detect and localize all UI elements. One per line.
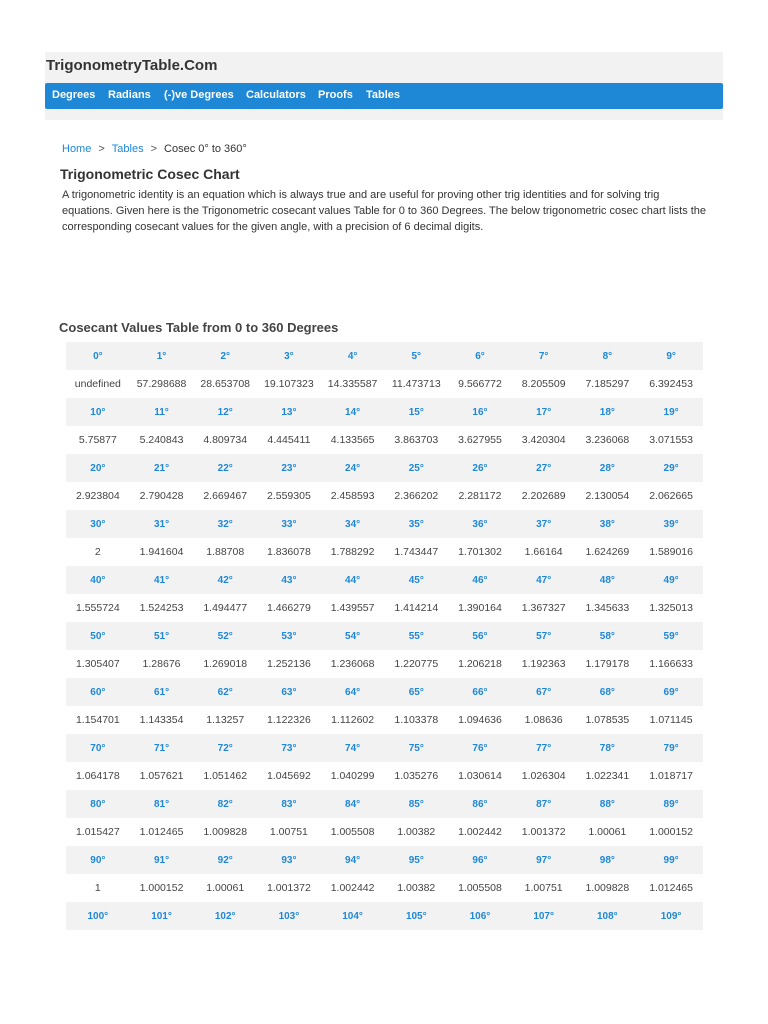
degree-cell: 47° xyxy=(512,566,576,594)
cosec-value-cell: 1.015427 xyxy=(66,818,130,846)
cosec-value-cell: 1.000152 xyxy=(639,818,703,846)
cosec-value-row xyxy=(66,874,703,902)
cosec-value-cell: 7.185297 xyxy=(576,370,640,398)
cosec-value-cell: 57.298688 xyxy=(130,370,194,398)
cosec-value-cell: 1.122326 xyxy=(257,706,321,734)
degree-cell: 31° xyxy=(130,510,194,538)
cosec-value-cell: 1.001372 xyxy=(257,874,321,902)
degree-cell: 5° xyxy=(384,342,448,370)
degree-cell: 89° xyxy=(639,790,703,818)
degree-cell: 90° xyxy=(66,846,130,874)
cosec-value-cell: 1.788292 xyxy=(321,538,385,566)
site-title[interactable]: TrigonometryTable.Com xyxy=(46,57,218,74)
degree-cell: 103° xyxy=(257,902,321,930)
cosec-value-cell: 1.094636 xyxy=(448,706,512,734)
cosec-value-cell: 1.28676 xyxy=(130,650,194,678)
cosec-value-cell: 1.012465 xyxy=(639,874,703,902)
cosec-value-cell: 1.00382 xyxy=(384,818,448,846)
cosec-value-cell: 1.057621 xyxy=(130,762,194,790)
breadcrumb-tables-link[interactable]: Tables xyxy=(111,143,144,155)
cosec-value-cell: 1.524253 xyxy=(130,594,194,622)
degree-cell: 11° xyxy=(130,398,194,426)
cosec-value-cell: 1.941604 xyxy=(130,538,194,566)
degree-cell: 51° xyxy=(130,622,194,650)
cosec-value-cell: 1.00751 xyxy=(512,874,576,902)
cosec-value-cell: 1.494477 xyxy=(193,594,257,622)
degree-cell: 91° xyxy=(130,846,194,874)
degree-cell: 4° xyxy=(321,342,385,370)
degree-cell: 45° xyxy=(384,566,448,594)
degree-cell: 52° xyxy=(193,622,257,650)
nav-item-tables[interactable]: Tables xyxy=(366,89,401,101)
degree-cell: 58° xyxy=(576,622,640,650)
cosec-value-cell: 1.045692 xyxy=(257,762,321,790)
cosec-value-cell: 3.420304 xyxy=(512,426,576,454)
degree-cell: 86° xyxy=(448,790,512,818)
degree-header-row xyxy=(66,342,703,370)
cosec-value-cell: 1.252136 xyxy=(257,650,321,678)
degree-cell: 9° xyxy=(639,342,703,370)
degree-header-row xyxy=(66,622,703,650)
cosec-value-cell: 9.566772 xyxy=(448,370,512,398)
degree-cell: 78° xyxy=(576,734,640,762)
degree-cell: 67° xyxy=(512,678,576,706)
cosec-value-cell: 1.325013 xyxy=(639,594,703,622)
nav-item-radians[interactable]: Radians xyxy=(108,89,151,101)
cosec-value-cell: 1.005508 xyxy=(448,874,512,902)
degree-header-row xyxy=(66,454,703,482)
cosec-value-cell: 1.88708 xyxy=(193,538,257,566)
cosec-value-cell: 1.030614 xyxy=(448,762,512,790)
degree-cell: 106° xyxy=(448,902,512,930)
cosec-value-cell: 1.166633 xyxy=(639,650,703,678)
degree-cell: 70° xyxy=(66,734,130,762)
cosec-value-cell: 2.790428 xyxy=(130,482,194,510)
degree-cell: 0° xyxy=(66,342,130,370)
degree-cell: 37° xyxy=(512,510,576,538)
cosec-value-cell: 3.627955 xyxy=(448,426,512,454)
degree-cell: 83° xyxy=(257,790,321,818)
degree-cell: 92° xyxy=(193,846,257,874)
degree-cell: 40° xyxy=(66,566,130,594)
degree-cell: 26° xyxy=(448,454,512,482)
intro-paragraph: A trigonometric identity is an equation which is always true and are useful for proving other trig identities and for solving trig equations. Given here is the Trigonometric cosecant values Table for 0 to 360 Degrees. The below trigonometric cosec chart lists the corresponding cosecant values for the given angle, with a precision of 6 decimal digits. xyxy=(62,189,707,233)
degree-cell: 17° xyxy=(512,398,576,426)
degree-cell: 25° xyxy=(384,454,448,482)
cosec-value-cell: 4.445411 xyxy=(257,426,321,454)
degree-cell: 105° xyxy=(384,902,448,930)
cosec-value-cell: 1.071145 xyxy=(639,706,703,734)
degree-cell: 32° xyxy=(193,510,257,538)
breadcrumb-home-link[interactable]: Home xyxy=(62,143,92,155)
degree-header-row xyxy=(66,566,703,594)
cosec-value-cell: 2.923804 xyxy=(66,482,130,510)
degree-header-row xyxy=(66,398,703,426)
cosec-value-cell: 2.559305 xyxy=(257,482,321,510)
cosec-value-cell: 1.236068 xyxy=(321,650,385,678)
degree-cell: 18° xyxy=(576,398,640,426)
nav-item-proofs[interactable]: Proofs xyxy=(318,89,353,101)
degree-cell: 108° xyxy=(576,902,640,930)
cosec-value-row xyxy=(66,482,703,510)
cosec-value-cell: 1.08636 xyxy=(512,706,576,734)
degree-cell: 12° xyxy=(193,398,257,426)
degree-cell: 99° xyxy=(639,846,703,874)
main-navbar xyxy=(45,83,723,109)
cosec-value-cell: 6.392453 xyxy=(639,370,703,398)
degree-cell: 84° xyxy=(321,790,385,818)
nav-item-degrees[interactable]: Degrees xyxy=(52,89,96,101)
cosec-value-cell: 1.466279 xyxy=(257,594,321,622)
degree-cell: 81° xyxy=(130,790,194,818)
site-header xyxy=(45,52,723,120)
cosec-value-cell: 2.458593 xyxy=(321,482,385,510)
cosec-value-cell: 1.018717 xyxy=(639,762,703,790)
cosec-value-cell: 1.624269 xyxy=(576,538,640,566)
cosec-value-cell: 1.345633 xyxy=(576,594,640,622)
degree-cell: 7° xyxy=(512,342,576,370)
degree-cell: 29° xyxy=(639,454,703,482)
cosecant-values-table xyxy=(66,342,703,930)
cosec-value-cell: 3.071553 xyxy=(639,426,703,454)
cosec-value-cell: 1.743447 xyxy=(384,538,448,566)
cosec-value-row xyxy=(66,762,703,790)
degree-cell: 14° xyxy=(321,398,385,426)
cosec-value-cell: 1.701302 xyxy=(448,538,512,566)
cosec-value-cell: 19.107323 xyxy=(257,370,321,398)
cosec-value-row xyxy=(66,370,703,398)
nav-item-negative-degrees[interactable]: (-)ve Degrees xyxy=(164,89,234,101)
degree-cell: 62° xyxy=(193,678,257,706)
degree-cell: 109° xyxy=(639,902,703,930)
cosec-value-cell: 1.305407 xyxy=(66,650,130,678)
degree-cell: 55° xyxy=(384,622,448,650)
degree-cell: 63° xyxy=(257,678,321,706)
cosec-value-cell: 1.192363 xyxy=(512,650,576,678)
degree-header-row xyxy=(66,846,703,874)
cosec-value-cell: 1.206218 xyxy=(448,650,512,678)
degree-cell: 39° xyxy=(639,510,703,538)
degree-cell: 80° xyxy=(66,790,130,818)
degree-cell: 100° xyxy=(66,902,130,930)
degree-cell: 98° xyxy=(576,846,640,874)
degree-cell: 69° xyxy=(639,678,703,706)
degree-cell: 79° xyxy=(639,734,703,762)
degree-cell: 41° xyxy=(130,566,194,594)
degree-cell: 13° xyxy=(257,398,321,426)
degree-cell: 34° xyxy=(321,510,385,538)
degree-cell: 77° xyxy=(512,734,576,762)
page-title: Trigonometric Cosec Chart xyxy=(60,166,240,182)
degree-cell: 87° xyxy=(512,790,576,818)
cosec-value-cell: 2.062665 xyxy=(639,482,703,510)
degree-cell: 8° xyxy=(576,342,640,370)
degree-cell: 66° xyxy=(448,678,512,706)
cosec-value-cell: 1 xyxy=(66,874,130,902)
degree-cell: 53° xyxy=(257,622,321,650)
breadcrumb-current: Cosec 0° to 360° xyxy=(164,143,247,155)
degree-cell: 95° xyxy=(384,846,448,874)
cosec-value-cell: 1.012465 xyxy=(130,818,194,846)
degree-cell: 2° xyxy=(193,342,257,370)
degree-cell: 71° xyxy=(130,734,194,762)
cosec-value-cell: 8.205509 xyxy=(512,370,576,398)
degree-cell: 23° xyxy=(257,454,321,482)
cosec-value-cell: 1.367327 xyxy=(512,594,576,622)
table-title: Cosecant Values Table from 0 to 360 Degrees xyxy=(59,320,339,335)
cosec-value-cell: 1.103378 xyxy=(384,706,448,734)
cosec-value-row xyxy=(66,426,703,454)
cosec-value-cell: 1.00382 xyxy=(384,874,448,902)
cosec-value-cell: 1.390164 xyxy=(448,594,512,622)
cosec-value-cell: 1.154701 xyxy=(66,706,130,734)
degree-cell: 102° xyxy=(193,902,257,930)
degree-cell: 57° xyxy=(512,622,576,650)
cosec-value-cell: 5.75877 xyxy=(66,426,130,454)
degree-cell: 60° xyxy=(66,678,130,706)
degree-cell: 48° xyxy=(576,566,640,594)
degree-cell: 6° xyxy=(448,342,512,370)
cosec-value-cell: 1.000152 xyxy=(130,874,194,902)
degree-cell: 88° xyxy=(576,790,640,818)
cosec-value-row xyxy=(66,650,703,678)
nav-item-calculators[interactable]: Calculators xyxy=(246,89,306,101)
cosec-value-cell: 2.366202 xyxy=(384,482,448,510)
cosec-value-cell: 1.040299 xyxy=(321,762,385,790)
degree-cell: 28° xyxy=(576,454,640,482)
cosec-value-cell: 1.002442 xyxy=(321,874,385,902)
degree-cell: 33° xyxy=(257,510,321,538)
cosec-value-cell: 1.00751 xyxy=(257,818,321,846)
degree-cell: 35° xyxy=(384,510,448,538)
cosec-value-cell: 1.143354 xyxy=(130,706,194,734)
degree-cell: 46° xyxy=(448,566,512,594)
degree-cell: 75° xyxy=(384,734,448,762)
cosec-value-cell: 3.236068 xyxy=(576,426,640,454)
degree-cell: 101° xyxy=(130,902,194,930)
degree-cell: 49° xyxy=(639,566,703,594)
degree-header-row xyxy=(66,902,703,930)
degree-cell: 19° xyxy=(639,398,703,426)
cosec-value-cell: 1.035276 xyxy=(384,762,448,790)
degree-cell: 85° xyxy=(384,790,448,818)
degree-cell: 93° xyxy=(257,846,321,874)
degree-header-row xyxy=(66,510,703,538)
cosec-value-cell: 1.009828 xyxy=(193,818,257,846)
degree-cell: 50° xyxy=(66,622,130,650)
cosec-value-cell: 11.473713 xyxy=(384,370,448,398)
degree-header-row xyxy=(66,790,703,818)
degree-cell: 65° xyxy=(384,678,448,706)
degree-cell: 27° xyxy=(512,454,576,482)
cosec-value-cell: 1.00061 xyxy=(193,874,257,902)
degree-cell: 76° xyxy=(448,734,512,762)
degree-cell: 44° xyxy=(321,566,385,594)
degree-header-row xyxy=(66,678,703,706)
cosec-value-cell: 1.13257 xyxy=(193,706,257,734)
degree-cell: 54° xyxy=(321,622,385,650)
cosec-value-cell: 5.240843 xyxy=(130,426,194,454)
cosec-value-cell: 1.269018 xyxy=(193,650,257,678)
breadcrumb-separator: > xyxy=(150,143,158,155)
cosec-value-cell: 4.809734 xyxy=(193,426,257,454)
cosec-value-cell: 14.335587 xyxy=(321,370,385,398)
degree-cell: 21° xyxy=(130,454,194,482)
degree-cell: 68° xyxy=(576,678,640,706)
degree-cell: 97° xyxy=(512,846,576,874)
degree-cell: 43° xyxy=(257,566,321,594)
degree-cell: 74° xyxy=(321,734,385,762)
cosec-value-cell: 2.202689 xyxy=(512,482,576,510)
degree-cell: 36° xyxy=(448,510,512,538)
cosec-value-cell: 2.130054 xyxy=(576,482,640,510)
cosec-value-cell: 1.051462 xyxy=(193,762,257,790)
degree-cell: 72° xyxy=(193,734,257,762)
degree-cell: 16° xyxy=(448,398,512,426)
cosec-value-cell: 1.589016 xyxy=(639,538,703,566)
cosec-value-cell: 3.863703 xyxy=(384,426,448,454)
degree-cell: 94° xyxy=(321,846,385,874)
cosec-value-cell: 1.005508 xyxy=(321,818,385,846)
degree-cell: 59° xyxy=(639,622,703,650)
degree-cell: 107° xyxy=(512,902,576,930)
breadcrumb xyxy=(62,143,247,155)
degree-cell: 20° xyxy=(66,454,130,482)
cosec-value-row xyxy=(66,538,703,566)
cosec-value-cell: 2 xyxy=(66,538,130,566)
degree-cell: 24° xyxy=(321,454,385,482)
cosec-value-cell: 1.66164 xyxy=(512,538,576,566)
intro-text xyxy=(62,187,712,235)
cosec-value-row xyxy=(66,594,703,622)
degree-cell: 38° xyxy=(576,510,640,538)
degree-cell: 61° xyxy=(130,678,194,706)
cosec-value-cell: 1.026304 xyxy=(512,762,576,790)
cosec-value-cell: 1.009828 xyxy=(576,874,640,902)
degree-cell: 104° xyxy=(321,902,385,930)
cosec-value-cell: 4.133565 xyxy=(321,426,385,454)
cosecant-table-body xyxy=(66,342,703,930)
degree-cell: 22° xyxy=(193,454,257,482)
cosec-value-cell: 1.836078 xyxy=(257,538,321,566)
cosec-value-cell: 1.414214 xyxy=(384,594,448,622)
cosec-value-cell: 1.439557 xyxy=(321,594,385,622)
degree-cell: 64° xyxy=(321,678,385,706)
cosec-value-cell: 1.022341 xyxy=(576,762,640,790)
cosec-value-cell: 2.281172 xyxy=(448,482,512,510)
degree-cell: 30° xyxy=(66,510,130,538)
cosec-value-cell: 1.001372 xyxy=(512,818,576,846)
degree-cell: 3° xyxy=(257,342,321,370)
degree-cell: 10° xyxy=(66,398,130,426)
degree-cell: 96° xyxy=(448,846,512,874)
degree-cell: 82° xyxy=(193,790,257,818)
degree-cell: 1° xyxy=(130,342,194,370)
cosec-value-cell: 1.078535 xyxy=(576,706,640,734)
degree-cell: 56° xyxy=(448,622,512,650)
cosec-value-row xyxy=(66,818,703,846)
cosec-value-cell: 1.220775 xyxy=(384,650,448,678)
breadcrumb-separator: > xyxy=(98,143,105,155)
degree-cell: 15° xyxy=(384,398,448,426)
cosec-value-cell: 1.002442 xyxy=(448,818,512,846)
cosec-value-cell: 1.112602 xyxy=(321,706,385,734)
degree-cell: 73° xyxy=(257,734,321,762)
cosec-value-cell: 28.653708 xyxy=(193,370,257,398)
cosec-value-cell: 1.179178 xyxy=(576,650,640,678)
degree-header-row xyxy=(66,734,703,762)
cosec-value-cell: 2.669467 xyxy=(193,482,257,510)
cosec-value-cell: 1.555724 xyxy=(66,594,130,622)
cosec-value-cell: 1.00061 xyxy=(576,818,640,846)
cosec-value-cell: undefined xyxy=(66,370,130,398)
cosec-value-row xyxy=(66,706,703,734)
cosec-value-cell: 1.064178 xyxy=(66,762,130,790)
degree-cell: 42° xyxy=(193,566,257,594)
